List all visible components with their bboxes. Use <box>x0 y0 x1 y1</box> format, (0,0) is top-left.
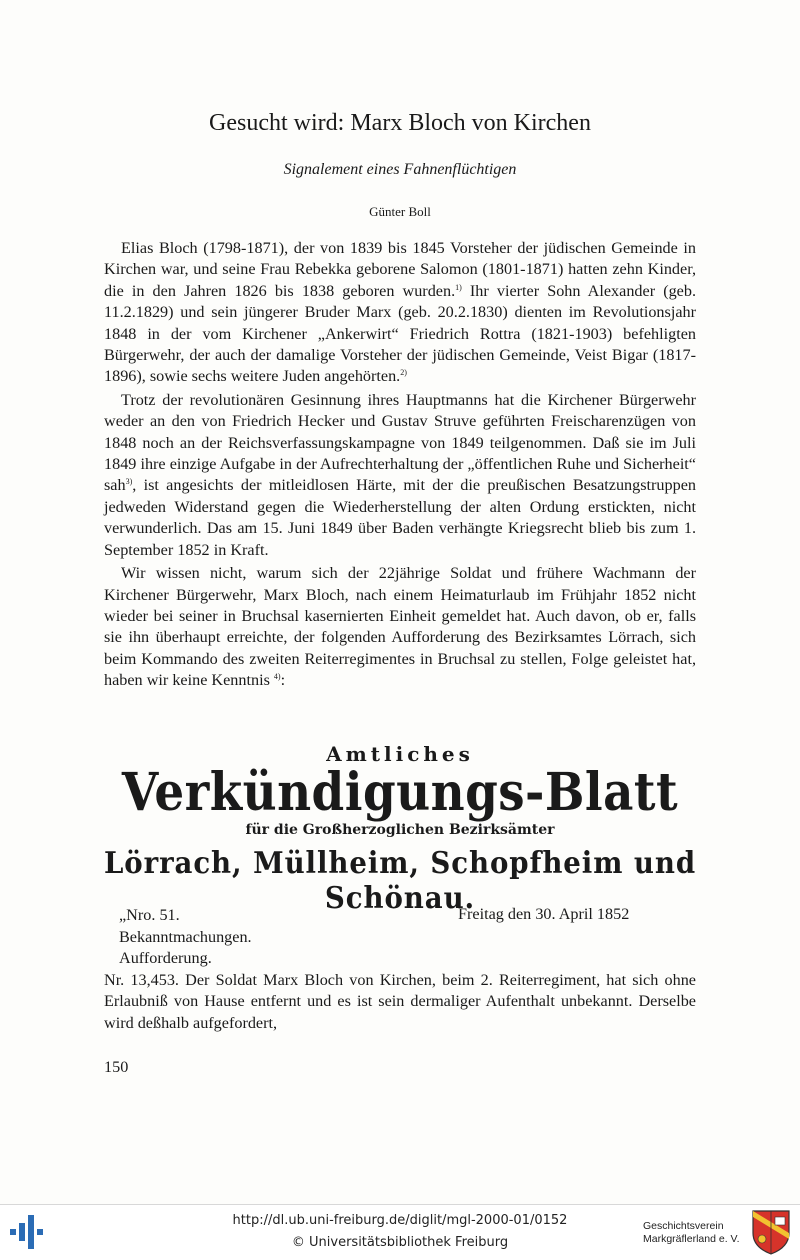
publisher-line-1: Geschichtsverein <box>643 1220 724 1232</box>
notice-text <box>104 970 696 1034</box>
article-body <box>104 238 696 692</box>
paragraph-1-text: Elias Bloch (1798-1871), der von 1839 bis 1845 Vorsteher der jüdischen Gemeinde in Kirchen war, und seine Frau Rebekka geborene Salomon (1801-1871) hatten zehn Kinder, die in den Jahren 1826 bis 1838 geboren wurden. <box>104 239 696 300</box>
blatt-amtliches: Amtliches <box>326 742 474 766</box>
article-title: Gesucht wird: Marx Bloch von Kirchen <box>209 110 591 136</box>
footnote-ref-2: 2) <box>400 368 407 378</box>
paragraph-2-text: Trotz der revolutionären Gesinnung ihres Hauptmanns hat die Kirchener Bürgerwehr weder an den von Friedrich Hecker und Gustav Struve geführten Freischarenzügen von 1848 noch an der Reichsverfassungskampagne von 1849 teilgenommen. Daß sie im Juli 1849 ihre einzige Aufgabe in der Aufrechterhaltung der „öffentlichen Ruhe und Sicherheit“ sah <box>104 390 696 495</box>
paragraph-3-text: Wir wissen nicht, warum sich der 22jährige Soldat und frühere Wachmann der Kirchener Bürgerwehr, Marx Bloch, nach einem Heimaturlaub im Frühjahr 1852 nicht wieder bei seiner in Bruchsal kasernierten Einheit gemeldet hat. Auch davon, ob er, falls sie ihn überhaupt erreichte, der folgenden Aufforderung des Bezirksamtes Lörrach, sich beim Kommando des zweiten Reiterregimentes in Bruchsal zu stellen, Folge geleistet hat, haben wir keine Kenntnis <box>104 564 696 690</box>
paragraph-1 <box>104 238 696 388</box>
paragraph-2 <box>104 390 696 561</box>
copyright-notice: © Universitätsbibliothek Freiburg <box>291 1235 509 1250</box>
permalink-url[interactable]: http://dl.ub.uni-freiburg.de/diglit/mgl-2000-01/0152 <box>232 1213 568 1228</box>
coat-of-arms-icon <box>751 1209 791 1255</box>
viewer-footer <box>0 1204 800 1260</box>
paragraph-3-end: : <box>280 671 286 690</box>
paragraph-2-text-cont: , ist angesichts der mitleidlosen Härte, mit der die preußischen Besatzungstruppen jedweden Widerstand gegen die Wiederherstellung der alten Ordung erstickten, nicht verwunderlich. Das am 15. Juni 1849 über Baden verhängte Kriegsrecht blieb bis zum 1. September 1852 in Kraft. <box>104 476 696 559</box>
notice-date: Freitag den 30. April 1852 <box>458 905 630 923</box>
page-number: 150 <box>104 1058 129 1076</box>
notice-heading-aufforderung: Aufforderung. <box>119 949 212 967</box>
notice-paragraph: Nr. 13,453. Der Soldat Marx Bloch von Kirchen, beim 2. Reiterregiment, hat sich ohne Erlaubniß von Hause entfernt und es ist sein dermaliger Aufenthalt unbekannt. Derselbe wird deßhalb aufgefordert, <box>104 971 696 1032</box>
blatt-subheading: für die Großherzoglichen Bezirksämter <box>245 822 555 838</box>
blatt-masthead: Verkündigungs-Blatt <box>121 762 679 823</box>
publisher-line-2: Markgräflerland e. V. <box>643 1233 740 1245</box>
footnote-ref-1: 1) <box>455 282 462 292</box>
paragraph-3 <box>104 563 696 691</box>
footnote-ref-3: 3) <box>125 477 133 487</box>
article-subtitle: Signalement eines Fahnenflüchtigen <box>283 161 517 178</box>
notice-number: „Nro. 51. <box>119 906 180 924</box>
publisher-name <box>643 1220 740 1246</box>
paragraph-1-text-cont: Ihr vierter Sohn Alexander (geb. 11.2.1829) und sein jüngerer Bruder Marx (geb. 20.2.1830) dienten im Revolutionsjahr 1848 in der vom Kirchener „Ankerwirt“ Friedrich Rottra (1821-1903) befehligten Bürgerwehr, der auch der damalige Vorsteher der jüdischen Gemeinde, Veist Bigar (1817-1896), sowie sechs weitere Juden angehörten. <box>104 281 696 386</box>
notice-heading-bekanntmachungen: Bekanntmachungen. <box>119 928 252 946</box>
blatt-places: Lörrach, Müllheim, Schopfheim und Schönau. <box>103 846 697 916</box>
article-author: Günter Boll <box>369 204 431 219</box>
footnote-ref-4: 4) <box>273 672 281 682</box>
